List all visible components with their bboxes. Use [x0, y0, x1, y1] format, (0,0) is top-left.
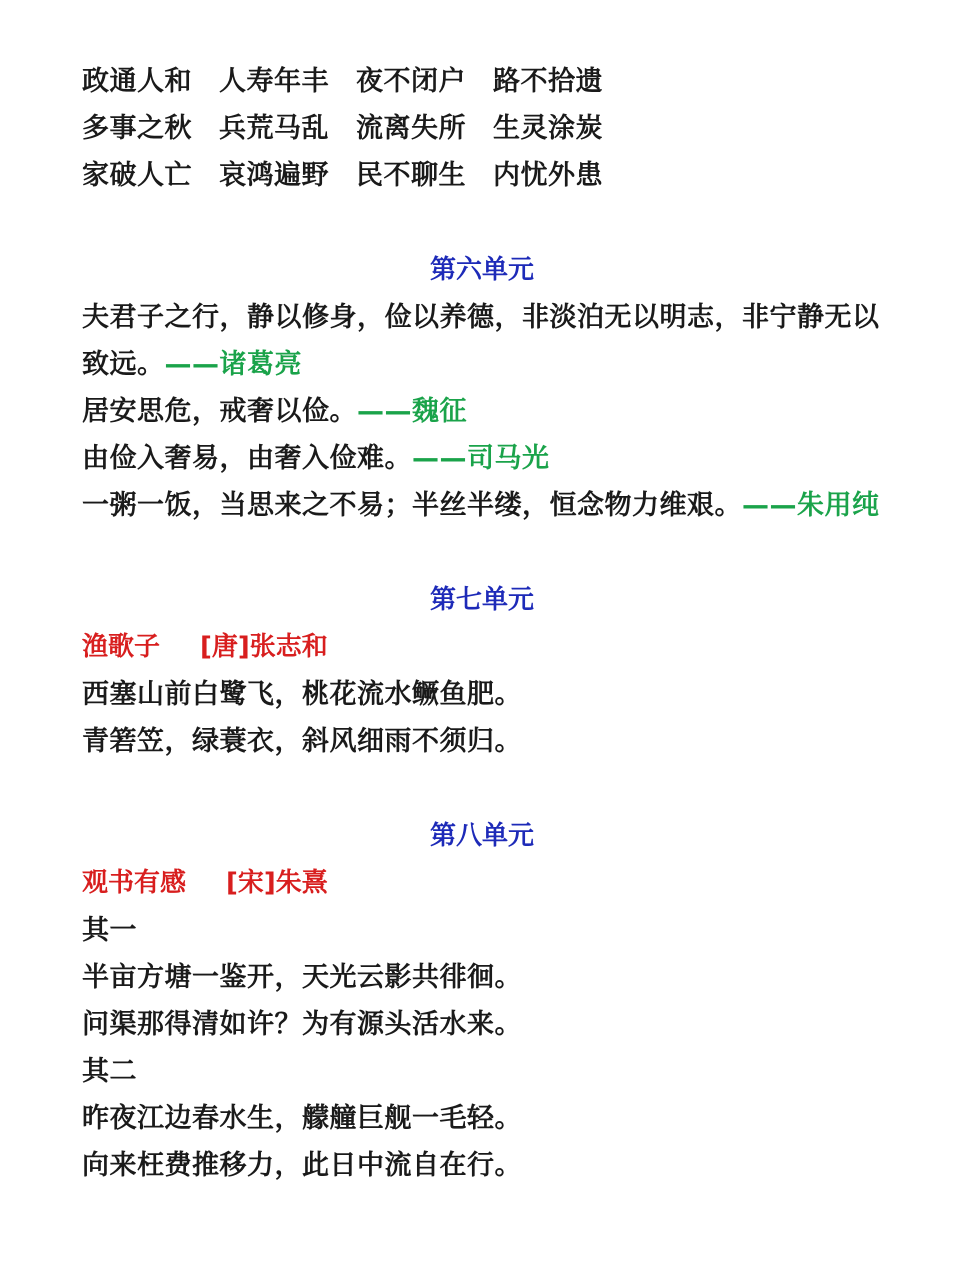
poem-part-label: 其一 [82, 915, 137, 946]
poem-poet: [唐]张志和 [200, 632, 328, 662]
idiom: 政通人和 [82, 66, 192, 97]
unit8-heading: 第八单元 [429, 821, 534, 851]
poem-poet: [宋]朱熹 [226, 868, 328, 898]
poem-title-row [82, 860, 882, 907]
document-page [82, 58, 882, 1189]
quote-1-line-2 [82, 341, 882, 388]
poem-line: 西塞山前白鹭飞，桃花流水鳜鱼肥。 [82, 679, 522, 710]
quote-author: ——魏征 [357, 396, 467, 427]
poem-title: 观书有感 [82, 868, 187, 898]
idiom: 流离失所 [356, 113, 466, 144]
poem-title: 渔歌子 [82, 632, 161, 662]
quote-4 [82, 482, 882, 529]
idiom-row-3 [82, 152, 882, 199]
idiom: 多事之秋 [82, 113, 192, 144]
idiom: 哀鸿遍野 [219, 160, 329, 191]
quote-text: 由俭入奢易，由奢入俭难。 [82, 443, 412, 474]
poem-line: 半亩方塘一鉴开，天光云影共徘徊。 [82, 962, 522, 993]
quote-1-line-1 [82, 294, 882, 341]
quote-text: 一粥一饭，当思来之不易；半丝半缕，恒念物力维艰。 [82, 490, 742, 521]
idiom-row-1 [82, 58, 882, 105]
idiom: 夜不闭户 [356, 66, 466, 97]
idiom: 内忧外患 [493, 160, 603, 191]
poem-part-label: 其二 [82, 1056, 137, 1087]
poem-line: 昨夜江边春水生，艨艟巨舰一毛轻。 [82, 1103, 522, 1134]
idiom: 兵荒马乱 [219, 113, 329, 144]
quote-text: 居安思危，戒奢以俭。 [82, 396, 357, 427]
quote-author: ——朱用纯 [742, 490, 880, 521]
poem-title-row [82, 624, 882, 671]
unit7-heading: 第七单元 [429, 585, 534, 615]
poem-line: 青箬笠，绿蓑衣，斜风细雨不须归。 [82, 726, 522, 757]
quote-2 [82, 388, 882, 435]
quote-3 [82, 435, 882, 482]
idiom: 家破人亡 [82, 160, 192, 191]
quote-text: 夫君子之行，静以修身，俭以养德，非淡泊无以明志，非宁静无以 [82, 302, 880, 333]
poem-line: 向来枉费推移力，此日中流自在行。 [82, 1150, 522, 1181]
idiom: 生灵涂炭 [493, 113, 603, 144]
unit6-heading: 第六单元 [429, 255, 534, 285]
quote-author: ——诸葛亮 [164, 349, 302, 380]
idiom: 路不拾遗 [493, 66, 603, 97]
idiom-row-2 [82, 105, 882, 152]
quote-author: ——司马光 [412, 443, 550, 474]
poem-line: 问渠那得清如许？为有源头活水来。 [82, 1009, 522, 1040]
idiom: 民不聊生 [356, 160, 466, 191]
idiom: 人寿年丰 [219, 66, 329, 97]
quote-text: 致远。 [82, 349, 165, 380]
